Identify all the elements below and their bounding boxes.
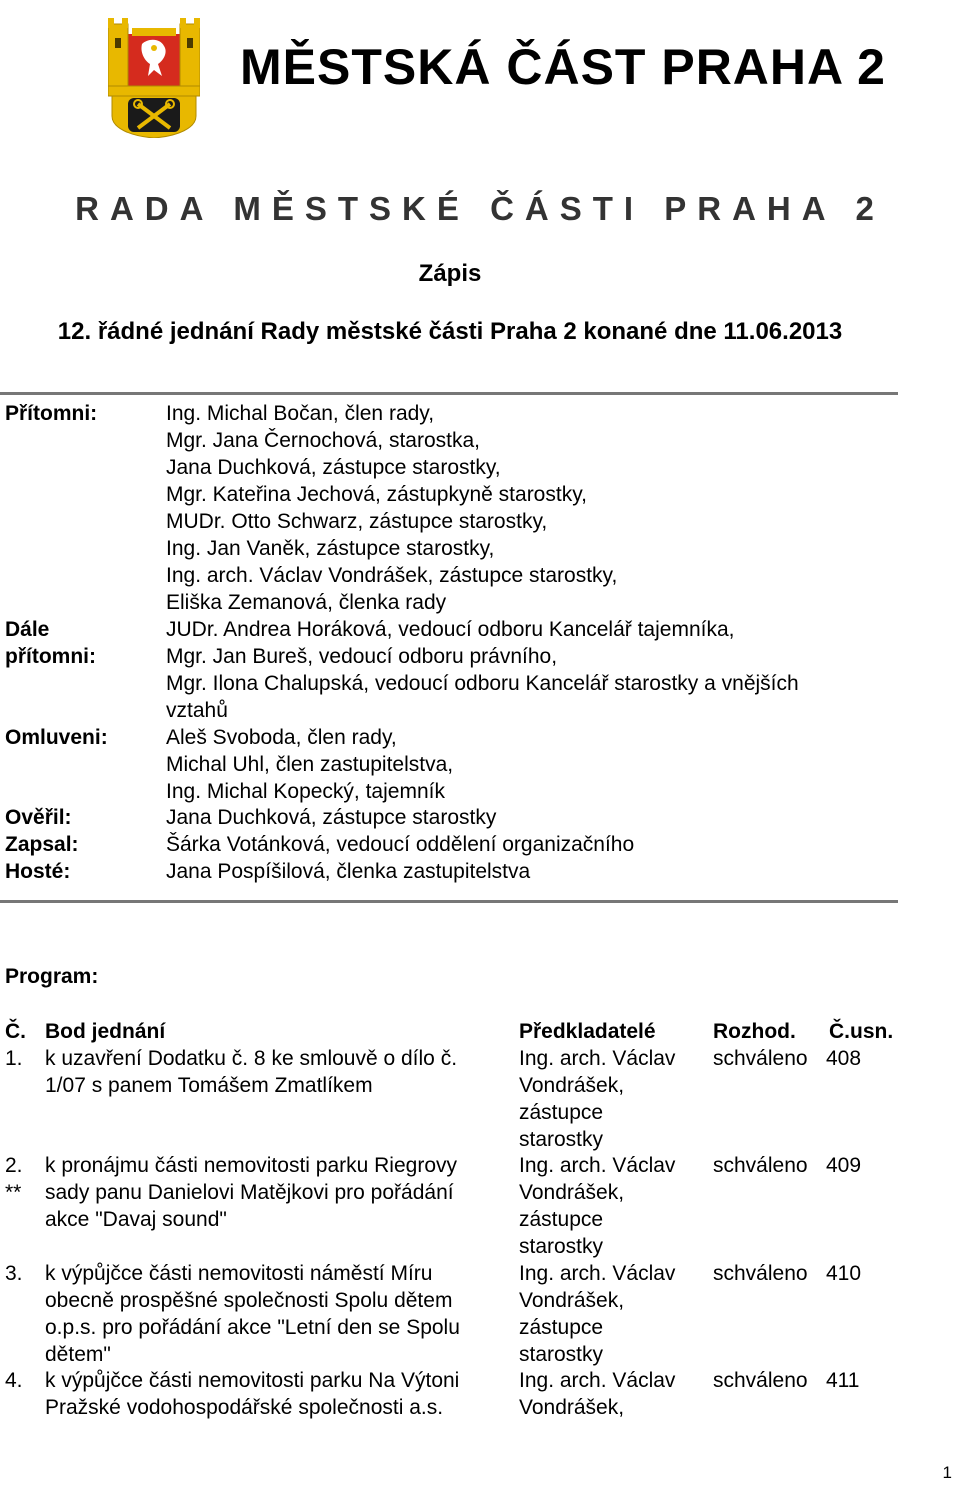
row-presenter-line: Ing. arch. Václav: [519, 1369, 676, 1392]
row-subject-line: 1/07 s panem Tomášem Zmatlíkem: [45, 1074, 373, 1097]
recorded-label: Zapsal:: [5, 833, 79, 856]
row-presenter-line: zástupce: [519, 1208, 604, 1231]
row-presenter-line: starostky: [519, 1343, 604, 1366]
excused-item: Aleš Svoboda, člen rady,: [166, 726, 397, 749]
guests-label: Hosté:: [5, 860, 71, 883]
present-item: Jana Duchková, zástupce starostky,: [166, 456, 501, 479]
verified-value: Jana Duchková, zástupce starostky: [166, 806, 497, 829]
row-resolution: 408: [826, 1047, 862, 1070]
row-presenter-line: Vondrášek,: [519, 1074, 625, 1097]
present-item: Ing. arch. Václav Vondrášek, zástupce starostky,: [166, 564, 618, 587]
row-subject-line: sady panu Danielovi Matějkovi pro pořádání: [45, 1181, 454, 1204]
also-present-label: přítomni:: [5, 645, 96, 668]
row-presenter-line: Vondrášek,: [519, 1289, 625, 1312]
row-mark: **: [5, 1181, 22, 1204]
excused-item: Ing. Michal Kopecký, tajemník: [166, 780, 445, 803]
row-resolution: 411: [826, 1369, 860, 1392]
also-present-item: Mgr. Jan Bureš, vedoucí odboru právního,: [166, 645, 558, 668]
row-subject-line: k pronájmu části nemovitosti parku Riegrovy: [45, 1154, 458, 1177]
row-presenter-line: Ing. arch. Václav: [519, 1262, 676, 1285]
also-present-label: Dále: [5, 618, 50, 641]
row-subject-line: akce "Davaj sound": [45, 1208, 227, 1231]
row-subject-line: obecně prospěšné společnosti Spolu dětem: [45, 1289, 453, 1312]
row-decision: schváleno: [713, 1369, 808, 1392]
row-resolution: 410: [826, 1262, 862, 1285]
page-number: 1: [942, 1463, 952, 1482]
row-presenter-line: starostky: [519, 1128, 604, 1151]
present-item: Ing. Michal Bočan, člen rady,: [166, 402, 435, 425]
present-label: Přítomni:: [5, 402, 98, 425]
col-header-decision: Rozhod.: [713, 1020, 796, 1043]
row-presenter-line: Ing. arch. Václav: [519, 1154, 676, 1177]
present-item: Eliška Zemanová, členka rady: [166, 591, 447, 614]
row-subject-line: dětem": [45, 1343, 111, 1366]
row-presenter-line: zástupce: [519, 1101, 604, 1124]
row-number: 1.: [5, 1047, 23, 1070]
row-decision: schváleno: [713, 1262, 808, 1285]
present-item: MUDr. Otto Schwarz, zástupce starostky,: [166, 510, 548, 533]
present-item: Ing. Jan Vaněk, zástupce starostky,: [166, 537, 495, 560]
col-header-resolution: Č.usn.: [829, 1020, 894, 1043]
coat-of-arms-icon: [108, 18, 200, 138]
document-subtitle: Zápis: [418, 260, 482, 287]
row-presenter-line: Vondrášek,: [519, 1396, 625, 1419]
row-subject-line: o.p.s. pro pořádání akce "Letní den se Spolu: [45, 1316, 460, 1339]
row-subject-line: Pražské vodohospodářské společnosti a.s.: [45, 1396, 444, 1419]
row-presenter-line: Vondrášek,: [519, 1181, 625, 1204]
row-presenter-line: starostky: [519, 1235, 604, 1258]
row-subject-line: k uzavření Dodatku č. 8 ke smlouvě o dílo č.: [45, 1047, 458, 1070]
row-number: 3.: [5, 1262, 23, 1285]
row-subject-line: k výpůjčce části nemovitosti parku Na Výtoni: [45, 1369, 460, 1392]
divider-top: [0, 392, 898, 395]
guests-value: Jana Pospíšilová, členka zastupitelstva: [166, 860, 531, 883]
verified-label: Ověřil:: [5, 806, 72, 829]
meeting-line: 12. řádné jednání Rady městské části Praha 2 konané dne 11.06.2013: [57, 318, 843, 345]
excused-label: Omluveni:: [5, 726, 108, 749]
col-header-number: Č.: [5, 1020, 26, 1043]
row-number: 2.: [5, 1154, 23, 1177]
recorded-value: Šárka Votánková, vedoucí oddělení organizačního: [166, 833, 635, 856]
row-decision: schváleno: [713, 1047, 808, 1070]
row-decision: schváleno: [713, 1154, 808, 1177]
divider-bottom: [0, 900, 898, 903]
present-item: Mgr. Kateřina Jechová, zástupkyně starostky,: [166, 483, 587, 506]
excused-item: Michal Uhl, člen zastupitelstva,: [166, 753, 454, 776]
present-item: Mgr. Jana Černochová, starostka,: [166, 429, 480, 452]
program-label: Program:: [5, 965, 99, 988]
col-header-presenter: Předkladatelé: [519, 1020, 656, 1043]
also-present-item: vztahů: [166, 699, 228, 722]
row-subject-line: k výpůjčce části nemovitosti náměstí Míru: [45, 1262, 433, 1285]
row-resolution: 409: [826, 1154, 862, 1177]
header-title: MĚSTSKÁ ČÁST PRAHA 2: [240, 39, 886, 95]
also-present-item: JUDr. Andrea Horáková, vedoucí odboru Kancelář tajemníka,: [166, 618, 735, 641]
row-presenter-line: zástupce: [519, 1316, 604, 1339]
col-header-subject: Bod jednání: [45, 1020, 166, 1043]
row-number: 4.: [5, 1369, 23, 1392]
document-title: RADA MĚSTSKÉ ČÁSTI PRAHA 2: [75, 190, 885, 227]
also-present-item: Mgr. Ilona Chalupská, vedoucí odboru Kancelář starostky a vnějších: [166, 672, 799, 695]
row-presenter-line: Ing. arch. Václav: [519, 1047, 676, 1070]
